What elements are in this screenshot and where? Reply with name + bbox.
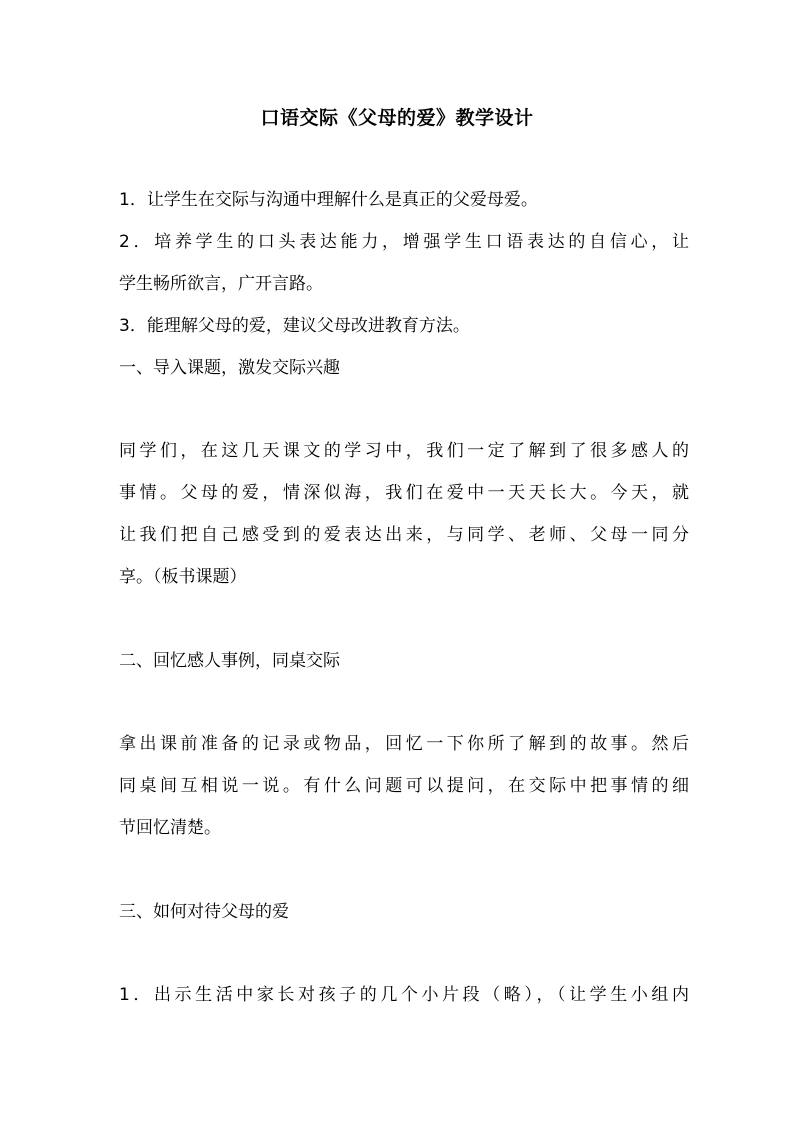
- paragraph-line: 享。（板书课题）: [119, 567, 247, 587]
- goal-line-2: 2．培养学生的口头表达能力，增强学生口语表达的自信心，让: [119, 232, 689, 252]
- paragraph-line: 拿出课前准备的记录或物品，回忆一下你所了解到的故事。然后: [119, 734, 689, 754]
- goal-line-1: 1．让学生在交际与沟通中理解什么是真正的父爱母爱。: [119, 190, 538, 210]
- paragraph-line: 让我们把自己感受到的爱表达出来，与同学、老师、父母一同分: [119, 525, 689, 545]
- paragraph-line: 节回忆清楚。: [119, 818, 221, 838]
- paragraph-line: 同学们，在这几天课文的学习中，我们一定了解到了很多感人的: [119, 441, 689, 461]
- section-heading-3: 三、如何对待父母的爱: [119, 902, 289, 922]
- paragraph-line: 事情。父母的爱，情深似海，我们在爱中一天天长大。今天，就: [119, 483, 689, 503]
- paragraph-line: 1．出示生活中家长对孩子的几个小片段（略），（让学生小组内: [119, 985, 689, 1005]
- goal-line-2-cont: 学生畅所欲言，广开言路。: [119, 274, 323, 294]
- section-heading-1: 一、导入课题，激发交际兴趣: [119, 358, 340, 378]
- section-heading-2: 二、回忆感人事例，同桌交际: [119, 651, 340, 671]
- goal-line-3: 3．能理解父母的爱，建议父母改进教育方法。: [119, 316, 470, 336]
- document-title: 口语交际《父母的爱》教学设计: [260, 107, 534, 129]
- paragraph-line: 同桌间互相说一说。有什么问题可以提问，在交际中把事情的细: [119, 776, 689, 796]
